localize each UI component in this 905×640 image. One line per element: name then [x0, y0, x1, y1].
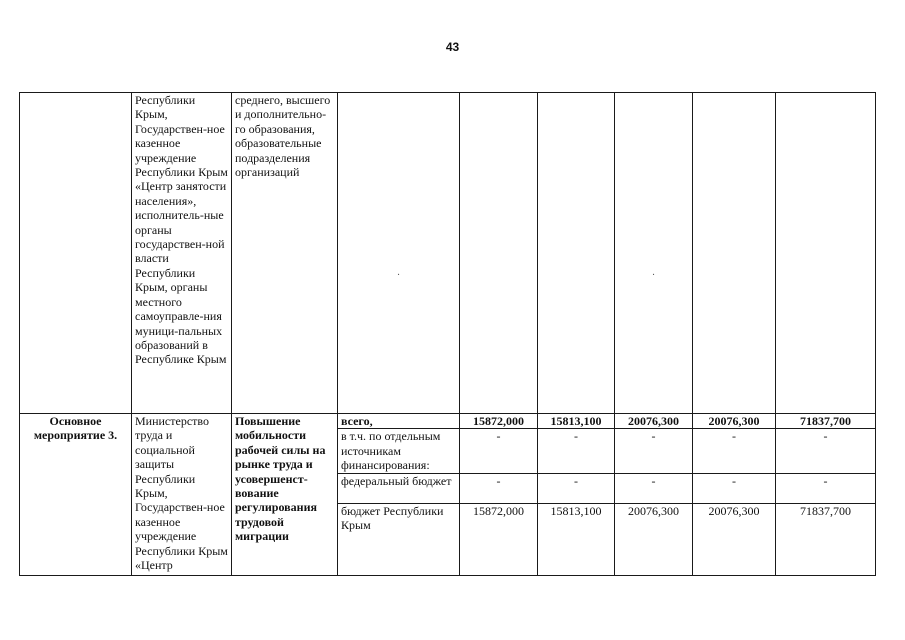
measure-name-cell: Основное мероприятие 3. — [20, 414, 132, 576]
value-cell: - — [538, 429, 615, 473]
value-cell: - — [538, 473, 615, 503]
value-cell: 15813,100 — [538, 503, 615, 575]
value-cell: - — [460, 473, 538, 503]
cont-executor-cell: Республики Крым, Государствен-ное казенное учреждение Республики Крым «Центр занятости населения», исполнитель-ные органы государствен-ной власти Республики Крым, органы местного самоуправле-ния муници-пальных образований в Республике Крым — [132, 93, 232, 414]
cont-name-cell — [20, 93, 132, 414]
measure-goal-cell: Повышение мобильности рабочей силы на рынке труда и усовершенст-вование регулирования трудовой миграции — [232, 414, 338, 576]
measure-executor-cell: Министерство труда и социальной защиты Республики Крым, Государствен-ное казенное учреждение Республики Крым «Центр — [132, 414, 232, 576]
value-cell: - — [460, 429, 538, 473]
value-cell: 15872,000 — [460, 503, 538, 575]
source-cell: в т.ч. по отдельным источникам финансирования: — [338, 429, 460, 473]
page-number: 43 — [445, 40, 460, 54]
cont-value-cell — [538, 93, 615, 414]
cont-goal-cell: среднего, высшего и дополнительно-го образования, образовательные подразделения организаций — [232, 93, 338, 414]
continuation-row — [20, 93, 876, 414]
value-cell: - — [693, 429, 776, 473]
value-cell: - — [776, 429, 876, 473]
value-cell: 15872,000 — [460, 414, 538, 429]
value-cell: - — [776, 473, 876, 503]
cont-value-cell — [615, 93, 693, 414]
source-cell: бюджет Республики Крым — [338, 503, 460, 575]
scan-dot: · — [651, 270, 656, 281]
program-table — [19, 92, 876, 576]
value-cell: 20076,300 — [693, 503, 776, 575]
value-cell: - — [693, 473, 776, 503]
value-cell: 71837,700 — [776, 503, 876, 575]
source-cell: всего, — [338, 414, 460, 429]
scan-dot: · — [396, 270, 401, 281]
value-cell: 71837,700 — [776, 414, 876, 429]
cont-value-cell — [693, 93, 776, 414]
cont-value-cell — [460, 93, 538, 414]
value-cell: - — [615, 473, 693, 503]
value-cell: - — [615, 429, 693, 473]
value-cell: 15813,100 — [538, 414, 615, 429]
cont-value-cell — [776, 93, 876, 414]
table-row-total — [20, 414, 876, 429]
value-cell: 20076,300 — [615, 414, 693, 429]
value-cell: 20076,300 — [693, 414, 776, 429]
value-cell: 20076,300 — [615, 503, 693, 575]
source-cell: федеральный бюджет — [338, 473, 460, 503]
cont-source-cell — [338, 93, 460, 414]
